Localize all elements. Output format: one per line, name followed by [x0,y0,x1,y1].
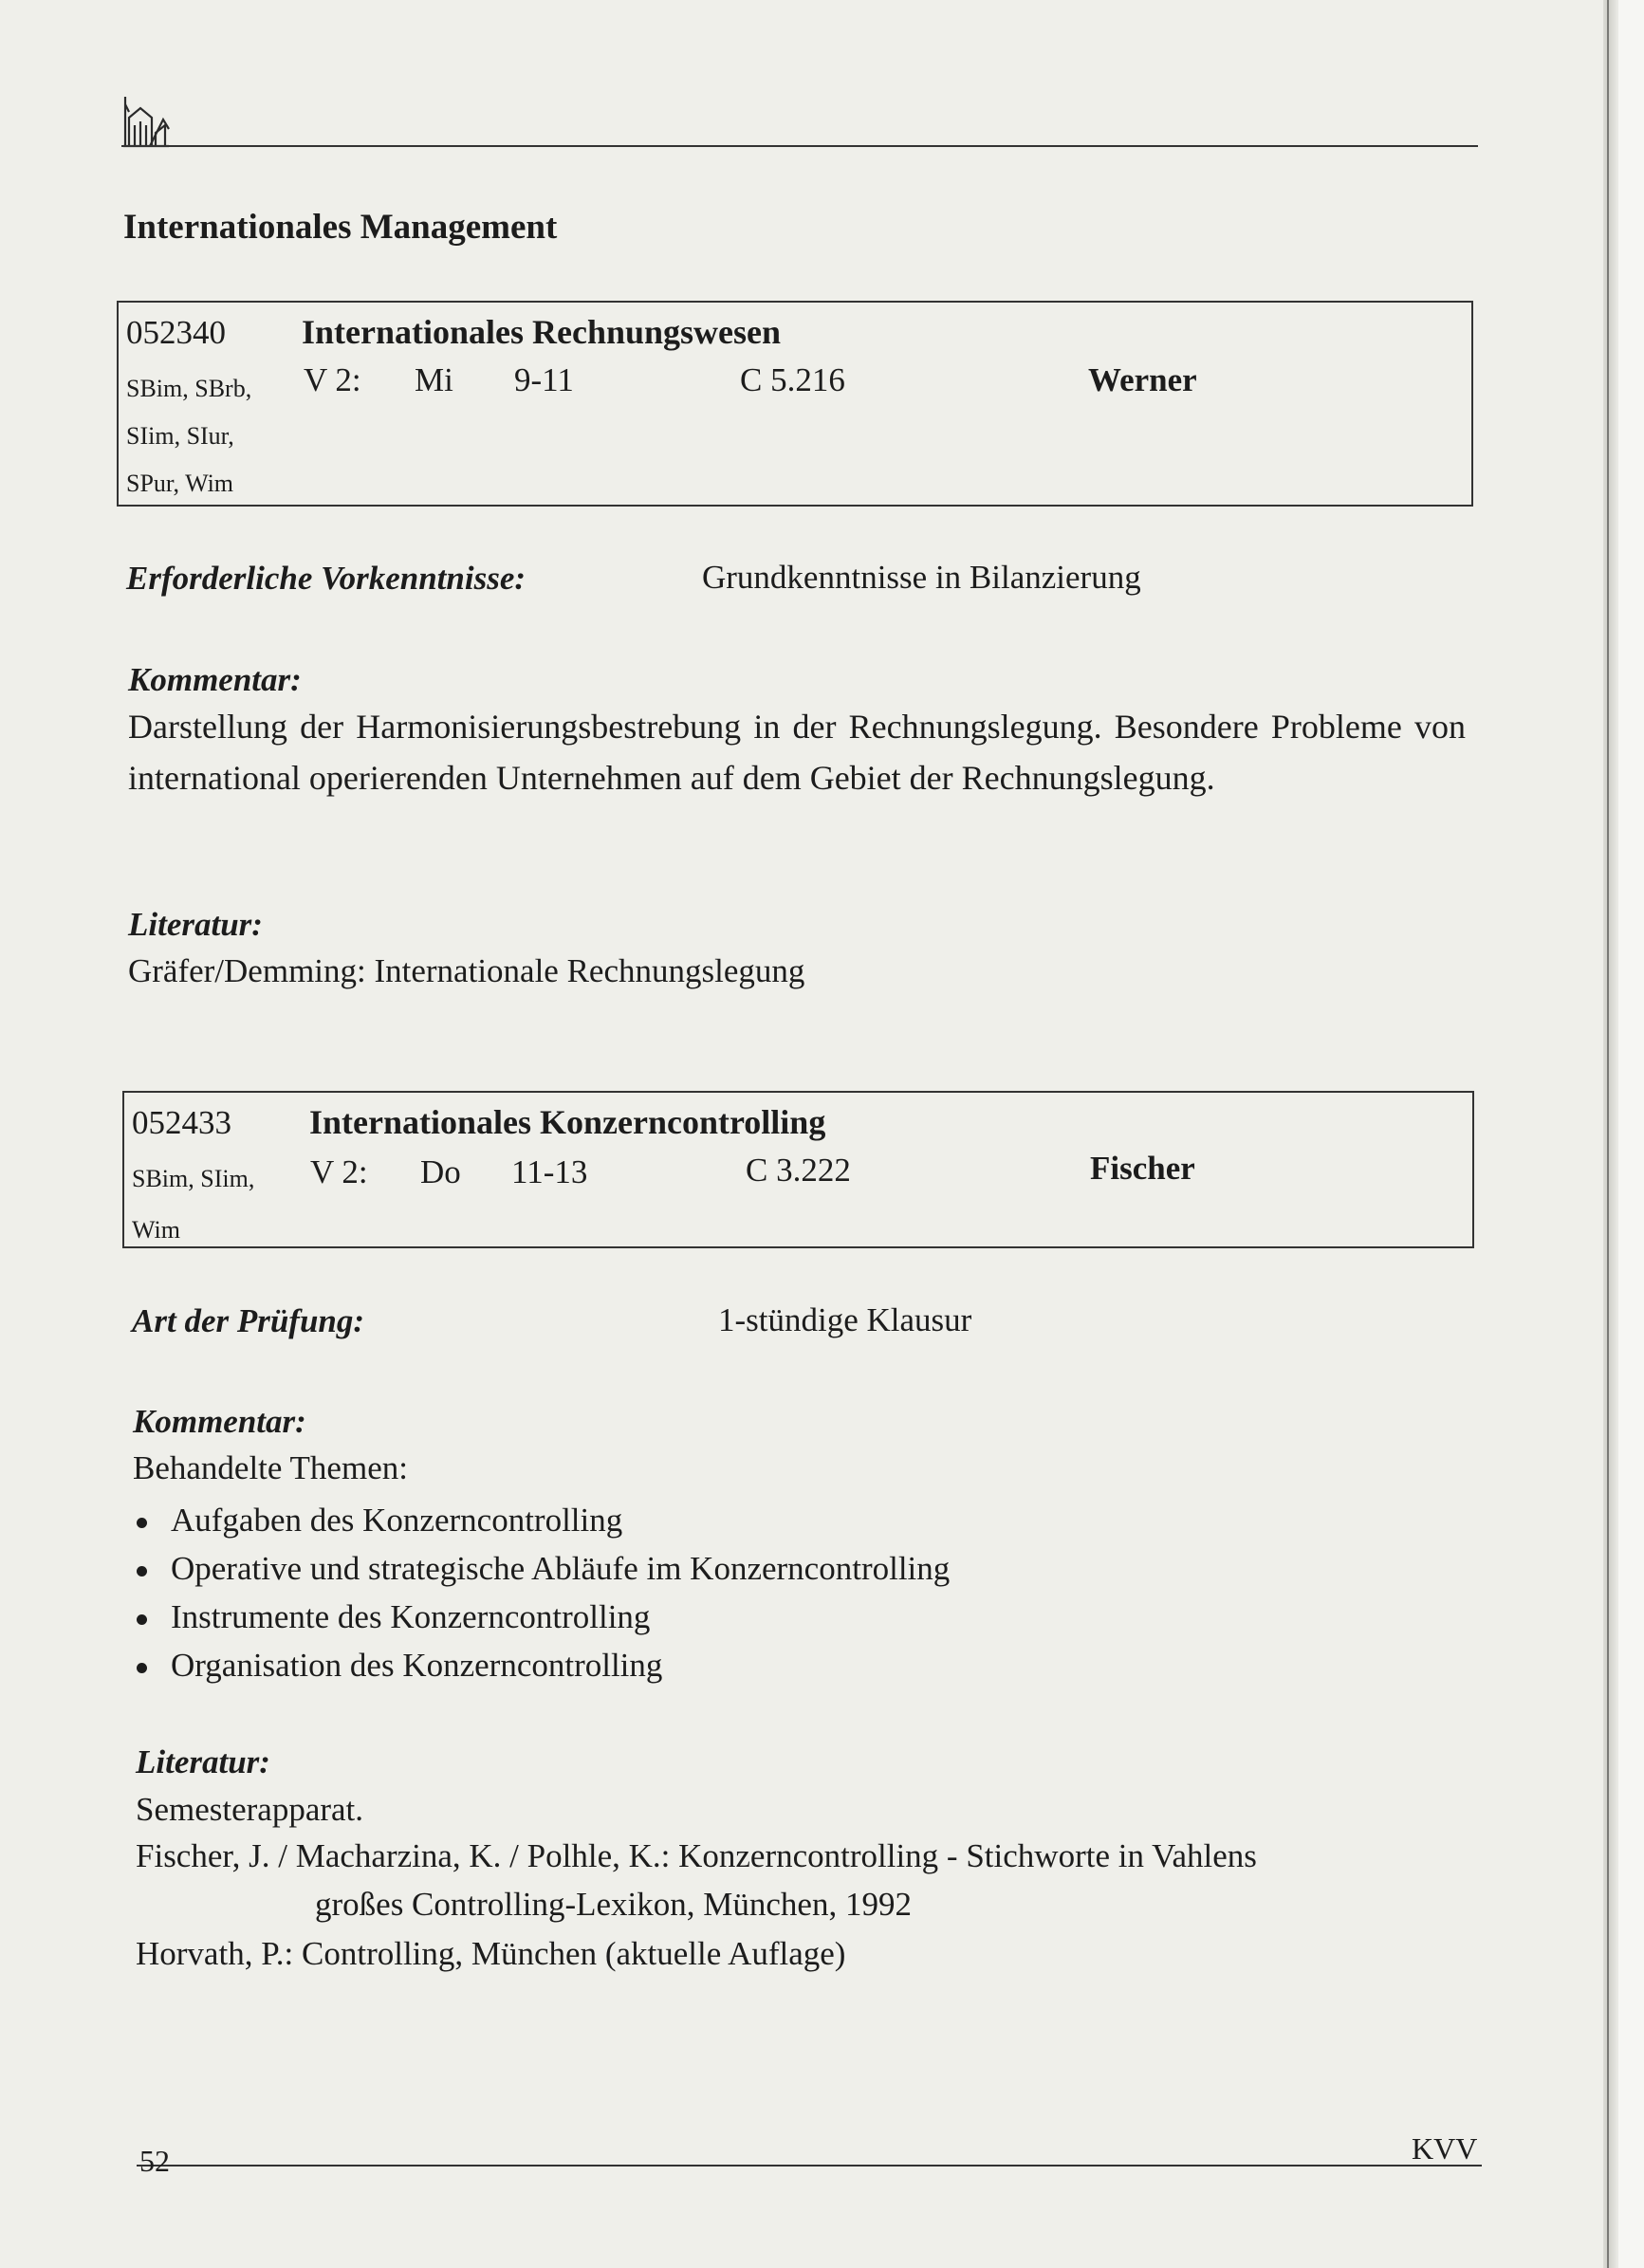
list-item: Aufgaben des Konzerncontrolling [133,1496,1461,1544]
exam-label: Art der Prüfung: [132,1302,365,1339]
footer-label: KVV [1412,2131,1478,2166]
course-type: V 2: [310,1153,368,1190]
course-time: 9-11 [514,361,574,398]
exam-value: 1-stündige Klausur [718,1301,972,1338]
literature-entry: Semesterapparat. [136,1791,364,1828]
literature-entry: Gräfer/Demming: Internationale Rechnungslegung [128,952,805,989]
course-program: SBim, SBrb, [126,375,252,402]
course-lecturer: Fischer [1090,1150,1195,1187]
footer-rule [137,2165,1482,2167]
page-number: 52 [139,2144,170,2178]
course-program: Wim [132,1216,180,1244]
course-type: V 2: [304,361,361,398]
prereq-value: Grundkenntnisse in Bilanzierung [702,559,1141,596]
book-spine [1603,0,1616,2268]
comment-label: Kommentar: [128,661,302,698]
course-lecturer: Werner [1088,361,1197,398]
literature-entry-continued: großes Controlling-Lexikon, München, 1992 [315,1886,912,1923]
course-code: 052340 [126,314,226,351]
header-rule [121,145,1478,147]
list-item: Instrumente des Konzerncontrolling [133,1593,1461,1641]
section-title: Internationales Management [123,208,558,247]
literature-entry: Fischer, J. / Macharzina, K. / Polhle, K.: Konzerncontrolling - Stichworte in Vahlens [136,1837,1257,1874]
course-time: 11-13 [511,1153,588,1190]
book-spine-line [1607,0,1609,2268]
course-program: SPur, Wim [126,470,234,497]
course-box-2 [122,1091,1474,1248]
course-day: Do [420,1153,461,1190]
list-item: Organisation des Konzerncontrolling [133,1641,1461,1689]
comment-intro: Behandelte Themen: [133,1449,408,1486]
literature-label: Literatur: [128,906,263,943]
course-title: Internationales Rechnungswesen [302,313,782,351]
topic-list [133,1496,1461,1689]
list-item: Operative und strategische Abläufe im Konzerncontrolling [133,1544,1461,1593]
course-program: SBim, SIim, [132,1165,255,1192]
course-box-1 [117,301,1473,507]
course-title: Internationales Konzerncontrolling [309,1103,826,1141]
university-building-logo-icon [121,91,171,150]
literature-entry: Horvath, P.: Controlling, München (aktuelle Auflage) [136,1935,846,1972]
course-day: Mi [415,361,453,398]
course-room: C 5.216 [740,361,845,398]
page-edge [1618,0,1644,2268]
course-code: 052433 [132,1104,231,1141]
course-program: SIim, SIur, [126,422,234,450]
literature-label: Literatur: [136,1743,270,1780]
comment-label: Kommentar: [133,1403,306,1440]
course-room: C 3.222 [746,1152,851,1189]
comment-text: Darstellung der Harmonisierungsbestrebung in der Rechnungslegung. Besondere Probleme von international operierenden Unternehmen auf dem Gebiet der Rechnungslegung. [128,708,1466,797]
prereq-label: Erforderliche Vorkenntnisse: [126,560,526,597]
